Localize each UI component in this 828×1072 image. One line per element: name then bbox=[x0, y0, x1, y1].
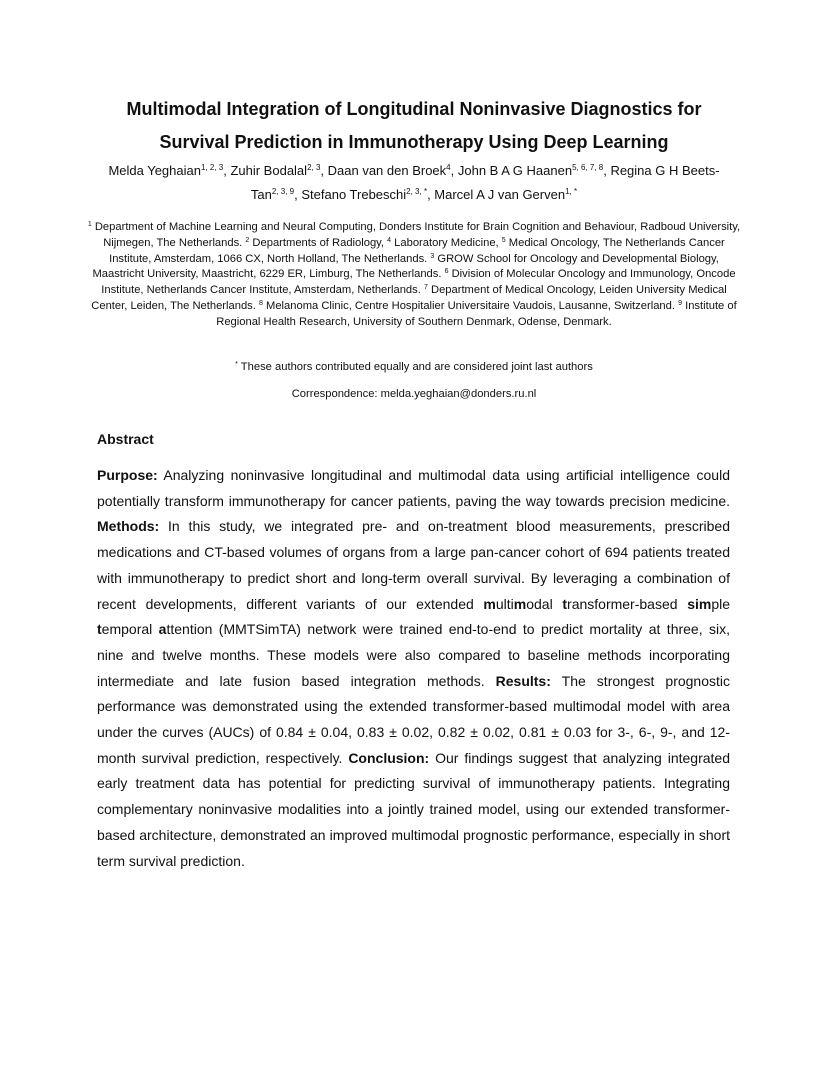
abstract-text-segment: ransformer-based bbox=[567, 595, 688, 612]
abstract-bold-segment: m bbox=[483, 595, 496, 612]
affiliation-text: Department of Medical Oncology, Leiden University Medical Center, Leiden, The Netherlands. bbox=[91, 284, 727, 312]
joint-authorship-note bbox=[84, 359, 744, 375]
author-separator: , bbox=[294, 187, 302, 202]
affiliation-text: Department of Machine Learning and Neural Computing, Donders Institute for Brain Cognition and Behaviour, Radboud University, Nijmegen, The Netherlands. bbox=[91, 221, 741, 249]
abstract-text-segment: In this study, we integrated pre- and on-treatment blood measurements, prescribed medications and CT-based volumes of organs from a large pan-cancer cohort of 694 patients treated with immunotherapy to predict short and long-term overall survival. By leveraging a combination of recent developments, different variants of our extended bbox=[97, 518, 730, 612]
author-name: Marcel A J van Gerven bbox=[434, 187, 566, 202]
affiliation-text: Division of Molecular Oncology and Immunology, Oncode Institute, Netherlands Cancer Institute, Amsterdam, Netherlands. bbox=[101, 268, 736, 297]
abstract-text-segment: ple bbox=[711, 595, 730, 612]
author-list bbox=[96, 159, 732, 207]
abstract-bold-segment: Purpose: bbox=[97, 467, 158, 483]
affiliation-text: Medical Oncology, The Netherlands Cancer Institute, Amsterdam, 1066 CX, North Holland, The Netherlands. bbox=[109, 236, 725, 265]
title-line-1: Multimodal Integration of Longitudinal Noninvasive Diagnostics for bbox=[126, 99, 702, 119]
abstract-bold-segment: t bbox=[97, 621, 102, 638]
abstract-text-segment: odal bbox=[526, 595, 563, 612]
author-name: Zuhir Bodalal bbox=[230, 163, 308, 178]
joint-note-mark: * bbox=[235, 361, 238, 368]
author-affiliation-mark: 2, 3, 9 bbox=[271, 187, 295, 196]
affiliation-mark: 8 bbox=[259, 299, 263, 307]
abstract-text-segment: Our findings suggest that analyzing integrated early treatment data has potential for predicting survival of immunotherapy patients. Integrating complementary noninvasive modalities into a jointly trained model, using our extended transformer-based architecture, demonstrated an improved multimodal prognostic performance, especially in short term survival prediction. bbox=[97, 749, 730, 869]
affiliation-mark: 6 bbox=[444, 268, 449, 276]
affiliation-mark: 9 bbox=[678, 299, 682, 307]
author-affiliation-mark: 1, 2, 3 bbox=[200, 163, 224, 172]
affiliation-mark: 3 bbox=[430, 252, 435, 260]
abstract-text-segment: Analyzing noninvasive longitudinal and multimodal data using artificial intelligence could potentially transform immunotherapy for cancer patients, paving the way towards precision medicine. bbox=[97, 467, 730, 509]
abstract-bold-segment: Methods: bbox=[97, 518, 160, 535]
abstract-bold-segment: t bbox=[562, 595, 568, 612]
abstract-text-segment: ttention (MMTSimTA) network were trained end-to-end to predict mortality at three, six, nine and twelve months. These models were also compared to baseline methods incorporating intermediate and late fusion based integration methods. bbox=[97, 621, 731, 689]
author-name: Melda Yeghaian bbox=[108, 163, 201, 178]
correspondence: Correspondence: melda.yeghaian@donders.ru.nl bbox=[291, 388, 537, 400]
affiliation-text: Melanoma Clinic, Centre Hospitalier Universitaire Vaudois, Lausanne, Switzerland. bbox=[262, 299, 679, 312]
abstract-bold-segment: Results: bbox=[495, 672, 551, 689]
affiliation-text: Laboratory Medicine, bbox=[391, 236, 502, 249]
author-name: Regina G H Beets-Tan bbox=[250, 163, 720, 202]
abstract-text-segment: emporal bbox=[101, 621, 159, 638]
abstract-bold-segment: m bbox=[513, 595, 527, 612]
affiliation-text: Institute of Regional Health Research, University of Southern Denmark, Odense, Denmark. bbox=[216, 299, 737, 328]
affiliation-text: GROW School for Oncology and Developmental Biology, Maastricht University, Maastricht, 6229 ER, Limburg, The Netherlands. bbox=[92, 252, 719, 281]
author-affiliation-mark: 4 bbox=[446, 163, 451, 172]
paper-title bbox=[60, 93, 768, 159]
author-separator: , bbox=[320, 163, 328, 178]
author-name: John B A G Haanen bbox=[457, 163, 573, 178]
affiliations bbox=[84, 220, 744, 331]
author-affiliation-mark: 1, * bbox=[565, 187, 578, 196]
author-affiliation-mark: 2, 3 bbox=[307, 163, 321, 172]
abstract-bold-segment: sim bbox=[687, 595, 712, 612]
affiliation-mark: 4 bbox=[387, 236, 392, 244]
author-affiliation-mark: 2, 3, * bbox=[406, 187, 428, 196]
title-line-2: Survival Prediction in Immunotherapy Using Deep Learning bbox=[159, 132, 669, 152]
affiliation-text: Departments of Radiology, bbox=[249, 236, 388, 249]
author-affiliation-mark: 5, 6, 7, 8 bbox=[572, 163, 604, 172]
abstract-text-segment: ulti bbox=[495, 595, 514, 612]
author-separator: , bbox=[223, 163, 231, 178]
abstract-bold-segment: a bbox=[158, 621, 167, 638]
affiliation-mark: 5 bbox=[501, 236, 506, 244]
abstract-text-segment: The strongest prognostic performance was demonstrated using the extended transformer-based multimodal model with area under the curves (AUCs) of 0.84 ± 0.04, 0.83 ± 0.02, 0.82 ± 0.02, 0.81 ± 0.03 for 3-, 6-, 9-, and 12-month survival prediction, respectively. bbox=[97, 672, 731, 766]
author-name: Daan van den Broek bbox=[327, 163, 447, 178]
affiliation-mark: 7 bbox=[423, 284, 428, 292]
author-name: Stefano Trebeschi bbox=[301, 187, 407, 202]
affiliation-mark: 2 bbox=[245, 236, 250, 244]
author-separator: , bbox=[450, 163, 458, 178]
affiliation-mark: 1 bbox=[87, 221, 92, 228]
author-separator: , bbox=[603, 163, 611, 178]
abstract-body bbox=[97, 463, 730, 874]
author-separator: , bbox=[427, 187, 435, 202]
abstract-heading: Abstract bbox=[97, 431, 154, 447]
abstract-bold-segment: Conclusion: bbox=[348, 749, 430, 766]
joint-note-text: These authors contributed equally and are considered joint last authors bbox=[237, 361, 593, 373]
